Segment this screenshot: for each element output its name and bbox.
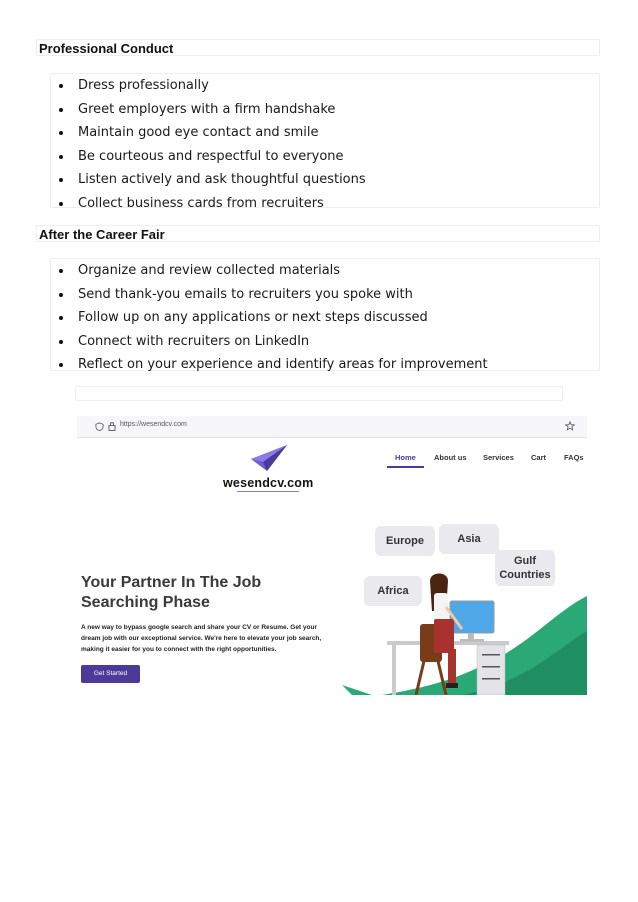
- nav-home[interactable]: Home: [395, 453, 416, 462]
- list-item: Listen actively and ask thoughtful questions: [51, 168, 599, 192]
- paper-plane-logo-icon: [249, 443, 289, 473]
- nav-services[interactable]: Services: [483, 453, 514, 462]
- list-item: Send thank-you emails to recruiters you spoke with: [51, 283, 599, 307]
- empty-text-box: [75, 386, 563, 401]
- section-heading-professional-conduct: Professional Conduct: [36, 39, 600, 56]
- nav-active-underline: [387, 466, 424, 468]
- hero-description: A new way to bypass google search and share your CV or Resume. Get your dream job with our exceptional service. We're here to elevate your job search, making it easier for you to connect with the right opportunities.: [81, 624, 322, 653]
- nav-cart[interactable]: Cart: [531, 453, 547, 462]
- star-icon[interactable]: [565, 421, 575, 431]
- lock-icon: [108, 421, 116, 431]
- list-item: Reflect on your experience and identify areas for improvement: [51, 353, 599, 377]
- nav-about-us[interactable]: About us: [434, 453, 467, 462]
- professional-conduct-list: [50, 73, 600, 211]
- bubble-africa: Africa: [364, 576, 422, 606]
- bubble-asia: Asia: [439, 524, 499, 554]
- bubble-europe: Europe: [375, 526, 435, 556]
- website-screenshot: [77, 416, 587, 695]
- nav-faqs[interactable]: FAQs: [564, 453, 584, 462]
- list-item: Dress professionally: [51, 74, 599, 98]
- url-text[interactable]: https://wesendcv.com: [120, 421, 187, 428]
- section-heading-after-career-fair: After the Career Fair: [36, 225, 600, 242]
- bubble-gulf-countries: Gulf Countries: [495, 550, 555, 586]
- list-item: Organize and review collected materials: [51, 259, 599, 283]
- brand-name[interactable]: wesendcv.com: [223, 476, 314, 490]
- hero-title: Your Partner In The Job Searching Phase: [81, 574, 262, 611]
- list-item: Maintain good eye contact and smile: [51, 121, 599, 145]
- list-item: Be courteous and respectful to everyone: [51, 145, 599, 169]
- list-item: Connect with recruiters on LinkedIn: [51, 330, 599, 354]
- list-item: Follow up on any applications or next steps discussed: [51, 306, 599, 330]
- shield-icon: [95, 422, 104, 431]
- get-started-button[interactable]: Get Started: [81, 665, 140, 683]
- list-item: Greet employers with a firm handshake: [51, 98, 599, 122]
- after-career-fair-list: [50, 258, 600, 371]
- brand-underline: [237, 491, 299, 492]
- list-item: Collect business cards from recruiters: [51, 192, 599, 216]
- browser-url-bar: [77, 416, 587, 438]
